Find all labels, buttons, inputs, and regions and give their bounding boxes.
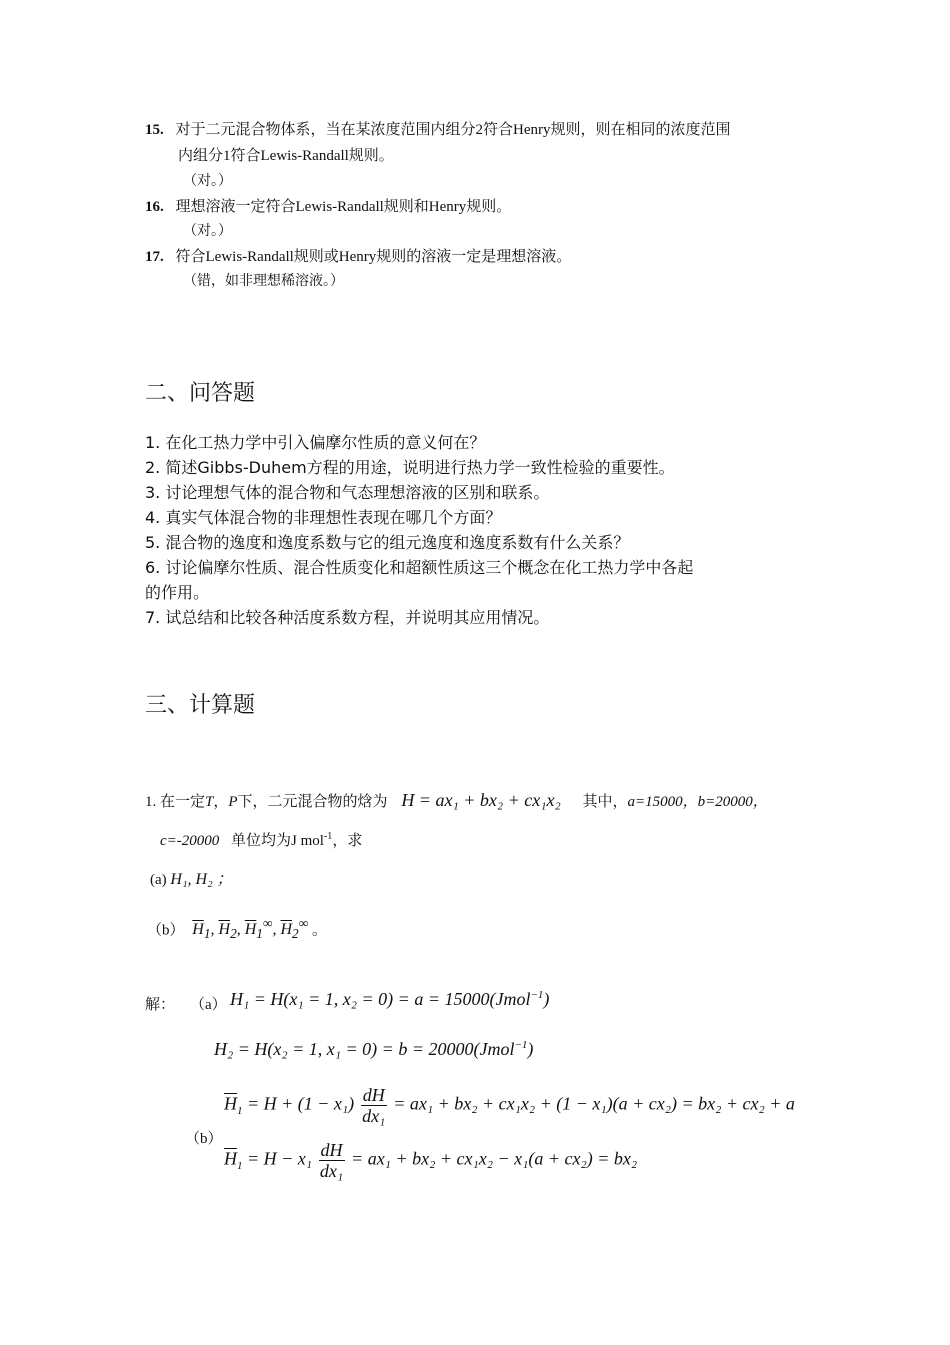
- item-number: 15.: [145, 122, 164, 138]
- equation-2: [214, 1039, 533, 1060]
- numerator: dH: [320, 1140, 343, 1160]
- part-b-tail: 。: [311, 922, 327, 939]
- paren: ): [543, 989, 550, 1009]
- c-value: c=-20000: [160, 833, 220, 849]
- qa-item-6-cont: 的作用。: [145, 583, 210, 602]
- part-a: [150, 866, 233, 889]
- fraction-dH-dx1: [361, 1085, 387, 1126]
- equation-3-part-b: = ax₁ + bx₂ + cx₁x₂ + (1 − x₁)(a + cx₂) = bx₂ + cx₂ + a: [393, 1093, 795, 1114]
- separator: ，: [213, 794, 229, 810]
- var-T: T: [205, 794, 214, 810]
- equation-1: [230, 989, 549, 1010]
- equation-1-body: H₁ = H(x₁ = 1, x₂ = 0) = a = 15000(Jmol: [230, 989, 531, 1009]
- paren: ): [527, 1039, 534, 1059]
- equation-1-exp: −1: [530, 989, 544, 1001]
- solution-a-label: （a）: [190, 997, 227, 1013]
- tf-answer-17: （错，如非理想稀溶液。）: [183, 274, 344, 289]
- qa-item-4: 4. 真实气体混合物的非理想性表现在哪几个方面？: [145, 508, 502, 527]
- enthalpy-formula: H = ax₁ + bx₂ + cx₁x₂: [401, 790, 561, 810]
- problem-line-2: [160, 829, 362, 850]
- denominator: dx₁: [319, 1161, 344, 1181]
- equation-4-part-a: = H − x₁: [247, 1148, 313, 1169]
- tf-answer-15: （对。）: [183, 174, 232, 189]
- units-text: 单位均为J mol: [231, 833, 324, 849]
- part-a-expr: H₁, H₂ ；: [170, 871, 233, 888]
- denominator: dx₁: [362, 1106, 386, 1126]
- b-value: b=20000，: [697, 794, 768, 810]
- problem-where: 其中，: [582, 794, 628, 810]
- section-3-heading: 三、计算题: [145, 693, 256, 718]
- item-text: 对于二元混合物体系，当在某浓度范围内组分2符合Henry规则，则在相同的浓度范围: [175, 122, 731, 138]
- item-text: 理想溶液一定符合Lewis-Randall规则和Henry规则。: [175, 199, 512, 215]
- equation-4: $\overline{H}_1 = H - x_1$ $\frac{dH}{\text{dx₁}}$ = ax₁ + bx₂ + cx₁x₂ − x₁(a + cx₂) = bx₂: [224, 1140, 638, 1181]
- qa-item-3: 3. 讨论理想气体的混合物和气态理想溶液的区别和联系。: [145, 483, 550, 502]
- problem-intro: 1. 在一定: [145, 794, 206, 810]
- equation-3-part-a: = H + (1 − x₁): [247, 1093, 355, 1114]
- tf-answer-16: （对。）: [183, 224, 232, 239]
- qa-item-7: 7. 试总结和比较各种活度系数方程，并说明其应用情况。: [145, 608, 550, 627]
- tf-item-17: [145, 245, 571, 266]
- problem-line-1: [145, 790, 768, 811]
- numerator: dH: [362, 1085, 385, 1105]
- fraction-dH-dx1: [319, 1140, 345, 1181]
- problem-under: 下，二元混合物的焓为: [237, 794, 388, 810]
- part-b-label: （b）: [147, 922, 185, 939]
- tf-item-15: [145, 118, 731, 139]
- item-text: 符合Lewis-Randall规则或Henry规则的溶液一定是理想溶液。: [175, 249, 572, 265]
- item-number: 16.: [145, 199, 164, 215]
- a-value: a=15000，: [627, 794, 698, 810]
- solution-label: 解：: [145, 997, 176, 1013]
- ask-text: ，求: [332, 833, 363, 849]
- equation-4-part-b: = ax₁ + bx₂ + cx₁x₂ − x₁(a + cx₂) = bx₂: [351, 1148, 638, 1169]
- part-b: [147, 916, 327, 943]
- qa-item-6: 6. 讨论偏摩尔性质、混合性质变化和超额性质这三个概念在化工热力学中各起: [145, 558, 694, 577]
- part-b-expr: $\overline{H}_1$, $\overline{H}_2$, $\overline{H}_1^\infty$, $\overline{H}_2^\infty$: [192, 916, 309, 942]
- solution-b-label: （b）: [185, 1131, 223, 1147]
- section-2-heading: 二、问答题: [145, 381, 256, 406]
- equation-3: $\overline{H}_1 = H + (1 - x_1)$ $\frac{dH}{\text{dx₁}}$ = ax₁ + bx₂ + cx₁x₂ + (1 − x₁)(a + cx₂) = bx₂ + cx₂ + a: [224, 1085, 795, 1126]
- tf-item-16: [145, 195, 511, 216]
- var-P: P: [228, 794, 238, 810]
- equation-2-body: H₂ = H(x₂ = 1, x₁ = 0) = b = 20000(Jmol: [214, 1039, 515, 1059]
- qa-item-2: 2. 简述Gibbs-Duhem方程的用途，说明进行热力学一致性检验的重要性。: [145, 458, 675, 477]
- item-number: 17.: [145, 249, 164, 265]
- qa-item-1: 1. 在化工热力学中引入偏摩尔性质的意义何在？: [145, 433, 486, 452]
- part-a-label: (a): [150, 872, 167, 888]
- units-exponent: -1: [323, 831, 333, 842]
- tf-item-15-line2: 内组分1符合Lewis-Randall规则。: [178, 148, 394, 164]
- equation-2-exp: −1: [514, 1039, 528, 1051]
- qa-item-5: 5. 混合物的逸度和逸度系数与它的组元逸度和逸度系数有什么关系？: [145, 533, 630, 552]
